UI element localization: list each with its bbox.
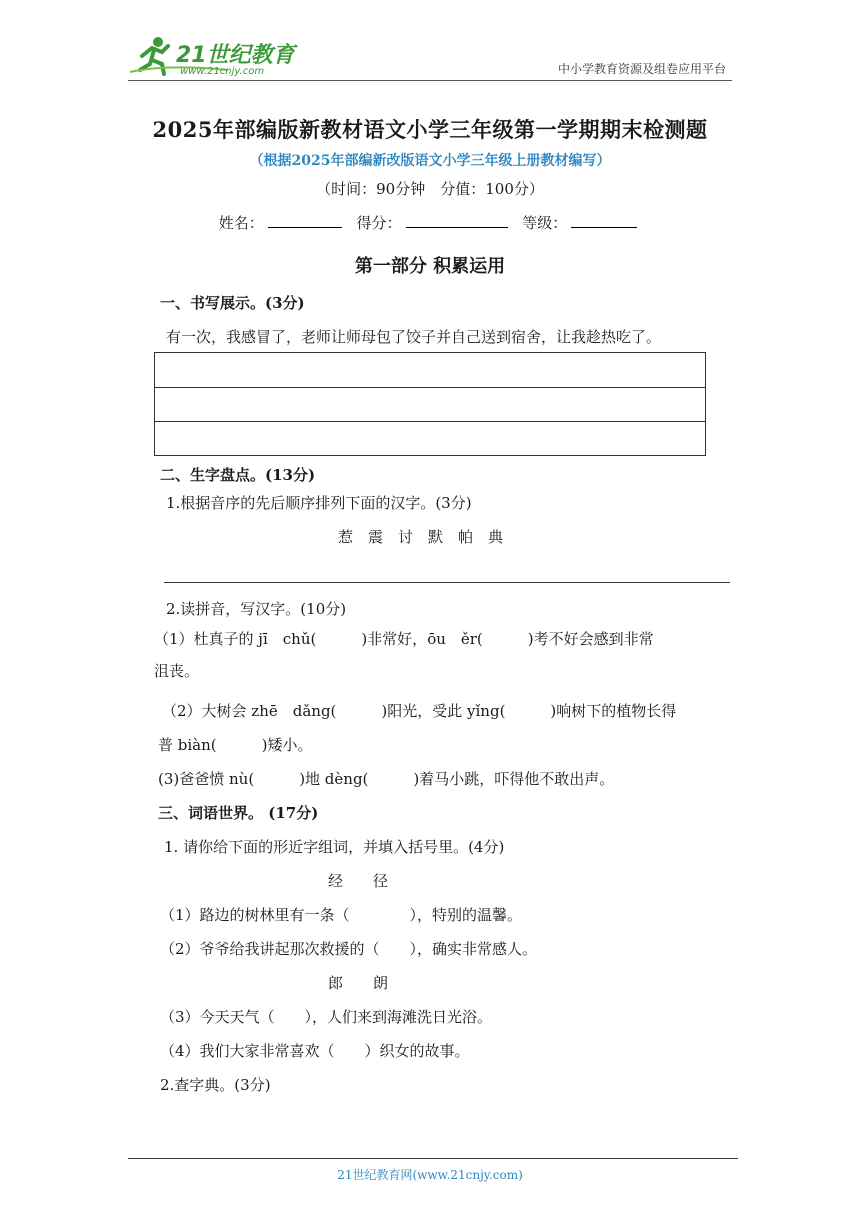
grade-field[interactable] — [571, 213, 637, 228]
char-pair: 经 径 — [328, 872, 389, 890]
fill-item: （1）路边的树林里有一条（ ），特别的温馨。 — [160, 906, 523, 924]
pinyin-item: （2）大树会 zhē dǎng( )阳光，受此 yǐng( )响树下的植物长得 — [162, 702, 677, 720]
logo-text: 21世纪教育 — [176, 43, 295, 68]
copy-sentence: 有一次，我感冒了，老师让师母包了饺子并自己送到宿舍，让我趁热吃了。 — [166, 328, 662, 346]
time-info: （时间：90分钟 分值：100分） — [316, 180, 544, 198]
writing-row[interactable] — [155, 421, 705, 455]
section-3-title: 三、词语世界。 (17分) — [158, 804, 319, 822]
question-text: 2.查字典。(3分) — [160, 1076, 271, 1094]
footer-link[interactable]: 21世纪教育网(www.21cnjy.com) — [337, 1168, 523, 1182]
page-subtitle: （根据2025年部编新改版语文小学三年级上册教材编写） — [249, 153, 611, 169]
logo-url: www.21cnjy.com — [180, 66, 265, 77]
question-text: 2.读拼音，写汉字。(10分) — [166, 600, 347, 618]
pinyin-item: (3)爸爸愤 nù( )地 dèng( )着马小跳，吓得他不敢出声。 — [158, 770, 615, 788]
section-2-title: 二、生字盘点。(13分) — [160, 466, 316, 484]
name-field[interactable] — [268, 213, 342, 228]
platform-label: 中小学教育资源及组卷应用平台 — [557, 62, 726, 76]
character-list: 惹 震 讨 默 帕 典 — [338, 528, 504, 546]
pinyin-item-cont: 普 biàn( )矮小。 — [158, 736, 313, 754]
pinyin-item: （1）杜真子的 jī chǔ( )非常好，ōu ěr( )考不好会感到非常 — [154, 630, 654, 648]
writing-row[interactable] — [155, 387, 705, 421]
score-label: 得分： — [356, 214, 402, 232]
fill-item: （4）我们大家非常喜欢（ ）织女的故事。 — [160, 1042, 470, 1060]
footer-divider — [128, 1158, 738, 1159]
part-heading: 第一部分 积累运用 — [354, 256, 506, 277]
section-1-title: 一、书写展示。(3分) — [160, 294, 305, 312]
logo — [128, 34, 295, 80]
pinyin-item-cont: 沮丧。 — [154, 662, 200, 680]
char-pair: 郎 朗 — [328, 974, 389, 992]
page-title: 2025年部编版新教材语文小学三年级第一学期期末检测题 — [152, 117, 708, 142]
fill-item: （3）今天天气（ ），人们来到海滩洗日光浴。 — [160, 1008, 493, 1026]
question-text: 1. 请你给下面的形近字组词，并填入括号里。(4分) — [164, 838, 505, 856]
score-field[interactable] — [406, 213, 508, 228]
question-text: 1.根据音序的先后顺序排列下面的汉字。(3分) — [166, 494, 472, 512]
name-label: 姓名： — [218, 214, 264, 232]
writing-row[interactable] — [155, 353, 705, 387]
answer-line[interactable] — [164, 582, 730, 583]
grade-label: 等级： — [522, 214, 568, 232]
fill-item: （2）爷爷给我讲起那次救援的（ ），确实非常感人。 — [160, 940, 538, 958]
writing-box[interactable] — [154, 352, 706, 456]
student-info-line — [0, 212, 860, 233]
header-divider — [128, 80, 732, 81]
